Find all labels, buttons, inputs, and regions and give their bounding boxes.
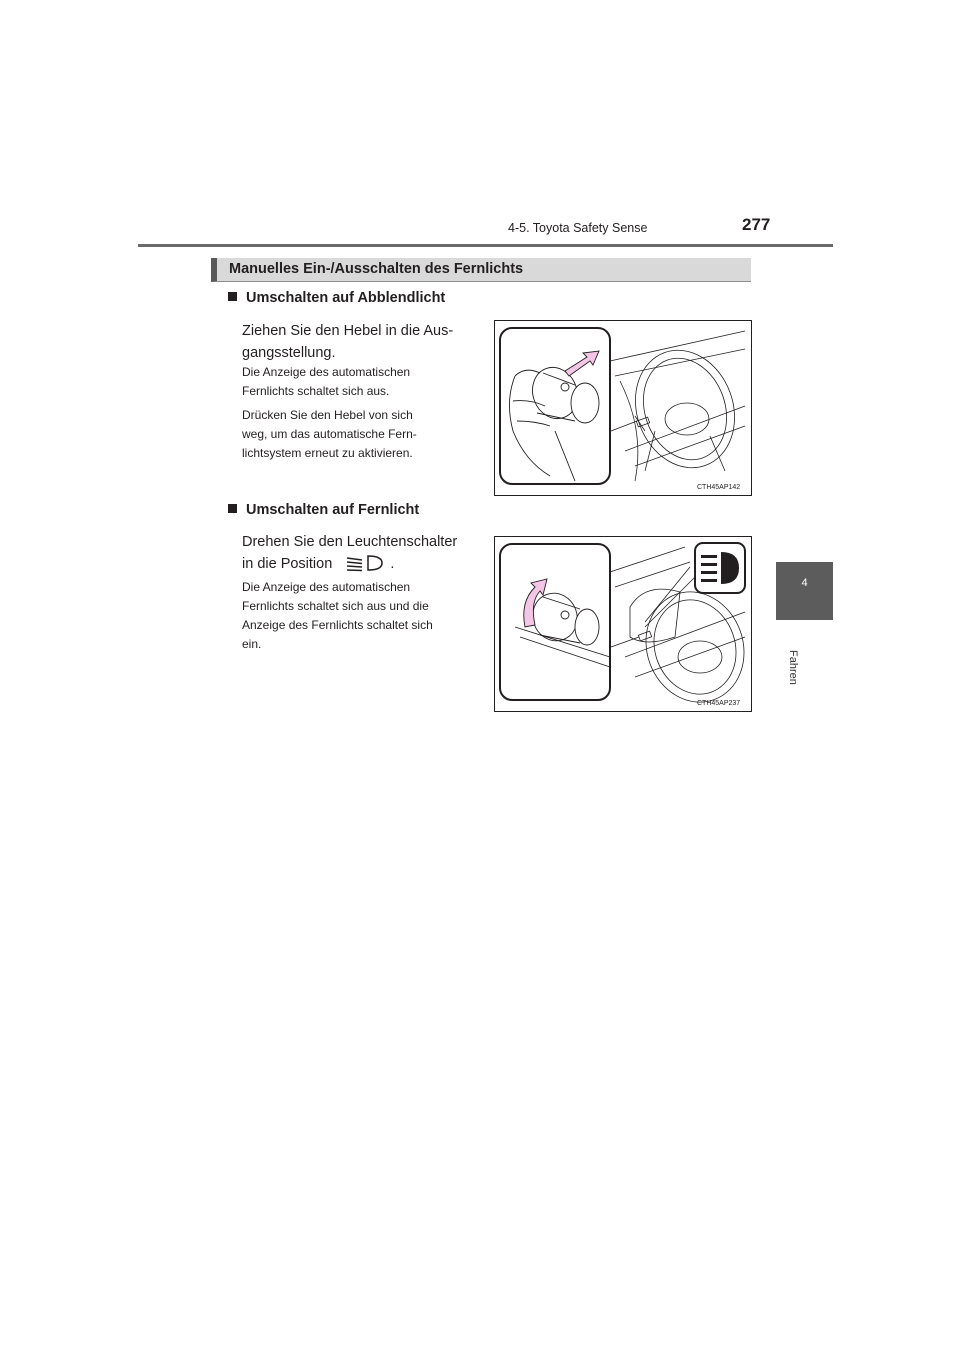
figure-code-1: CTH45AP142 xyxy=(697,484,741,491)
chapter-tab[interactable] xyxy=(776,562,833,620)
figure-low-beam xyxy=(494,320,752,496)
chapter-number: 4 xyxy=(801,577,808,589)
chapter-label: Fahren xyxy=(787,650,799,685)
section-title: Manuelles Ein-/Ausschalten des Fernlichts xyxy=(229,261,524,277)
instruction-high-beam: Drehen Sie den Leuchtenschalter in die Position . xyxy=(242,534,458,572)
subheading-low-beam: Umschalten auf Abblendlicht xyxy=(228,290,445,306)
running-header-section: 4-5. Toyota Safety Sense xyxy=(508,221,648,235)
header-rule xyxy=(138,244,833,247)
figure-code-2: CTH45AP237 xyxy=(697,700,741,707)
note-low-beam-1: Die Anzeige des automatischen Fernlichts schaltet sich aus. xyxy=(242,365,411,398)
square-bullet-icon xyxy=(228,292,237,301)
note-high-beam: Die Anzeige des automatischen Fernlichts schaltet sich aus und die Anzeige des Fernlichts schaltet sich ein. xyxy=(242,580,433,651)
lever-rotate-illustration xyxy=(495,537,751,711)
square-bullet-icon xyxy=(228,504,237,513)
lever-pull-illustration xyxy=(495,321,751,495)
subheading-high-beam: Umschalten auf Fernlicht xyxy=(228,502,419,518)
note-low-beam-2: Drücken Sie den Hebel von sich weg, um das automatische Fern- lichtsystem erneut zu aktivieren. xyxy=(242,408,417,460)
figure-high-beam xyxy=(494,536,752,712)
page-number: 277 xyxy=(742,215,771,234)
low-beam-headlight-icon xyxy=(344,554,384,572)
section-title-bar xyxy=(211,258,751,282)
instruction-low-beam: Ziehen Sie den Hebel in die Aus- gangsstellung. xyxy=(242,323,454,361)
